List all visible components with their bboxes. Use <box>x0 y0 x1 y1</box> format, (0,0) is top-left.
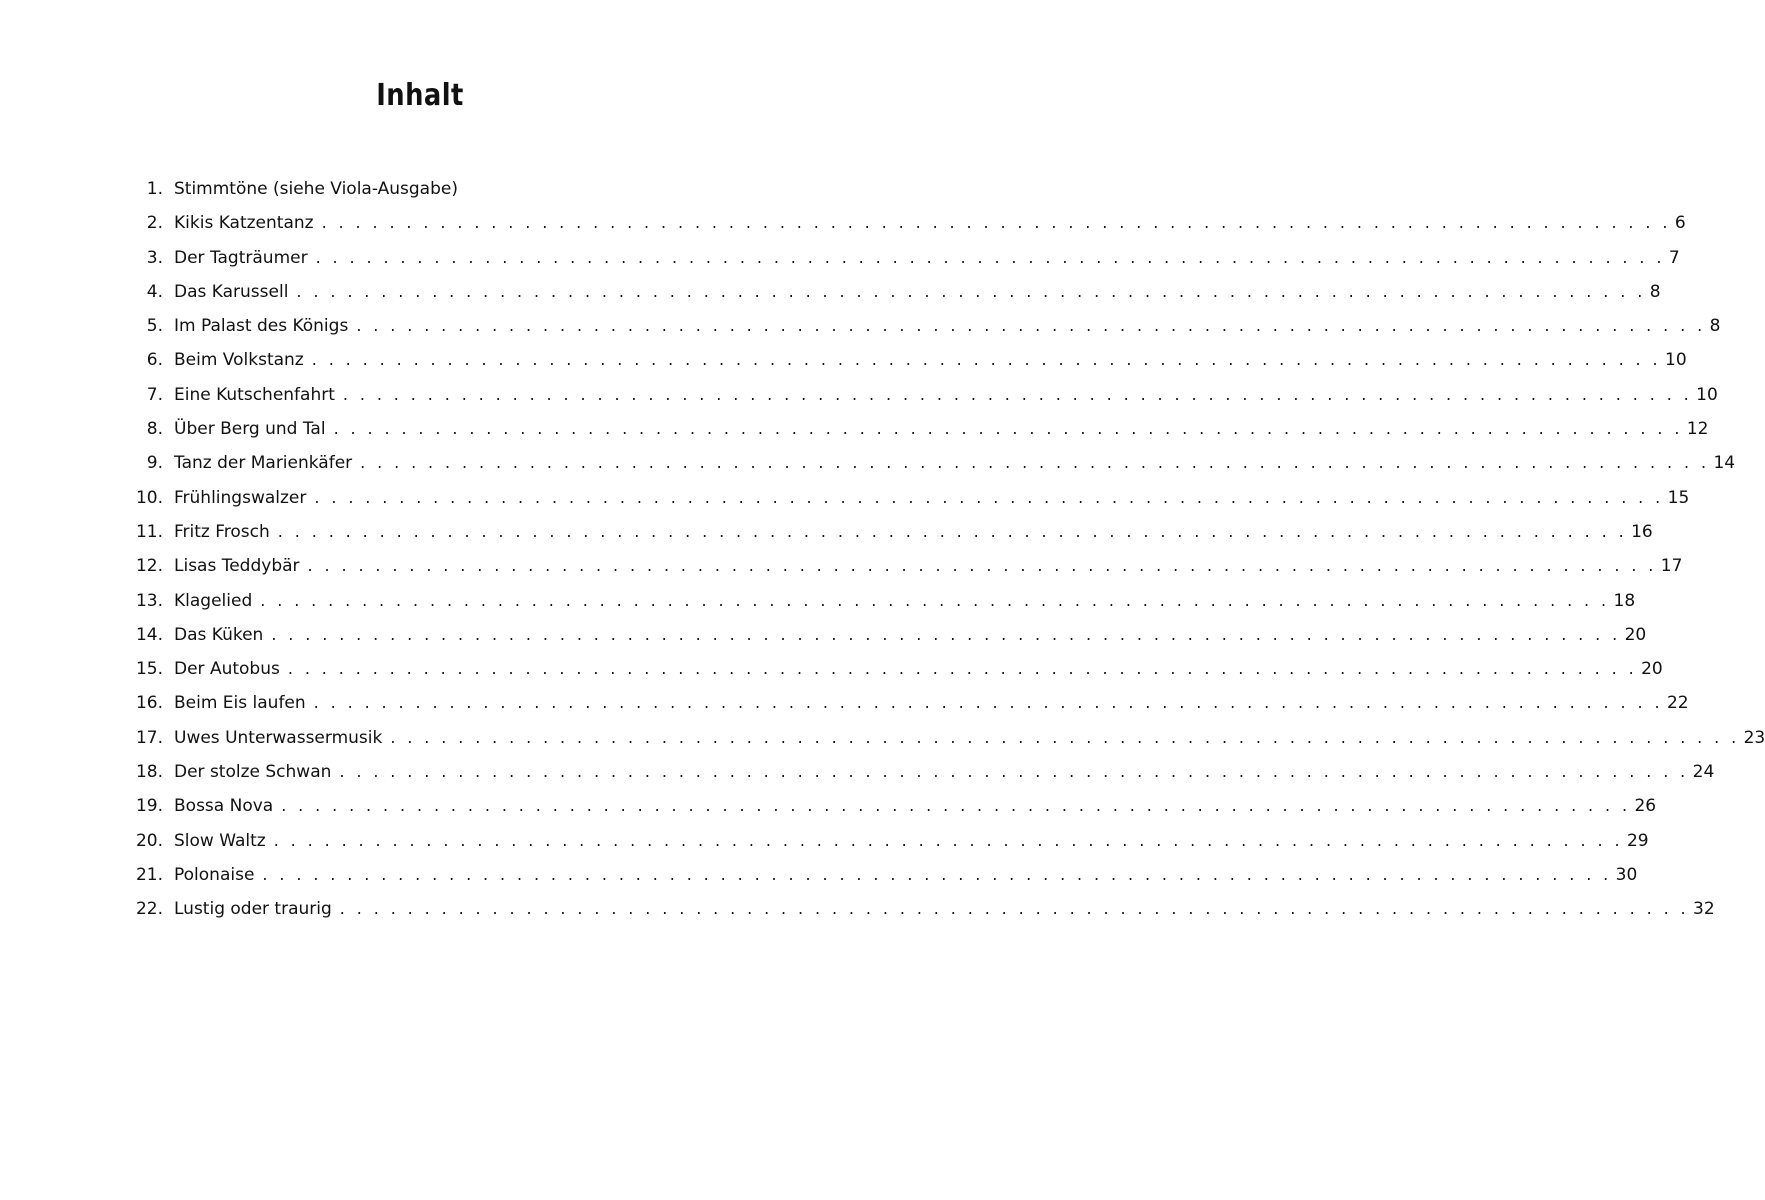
toc-dot-leader: . . . . . . . . . . . . . . . . . . . . . . . . . . . . . . . . . . . . . . . . . . . . . . . . . . . . . . . . . . . . . . . . . . . . . . . . . . . . . . . . <box>296 281 1646 301</box>
toc-entry-number: 18. <box>135 762 163 783</box>
toc-entry-page: 18 <box>1613 590 1636 611</box>
toc-entry-title: Uwes Unterwassermusik <box>174 727 383 748</box>
toc-dot-leader: . . . . . . . . . . . . . . . . . . . . . . . . . . . . . . . . . . . . . . . . . . . . . . . . . . . . . . . . . . . . . . . . . . . . . . . . . . . . . . . . <box>314 487 1664 507</box>
toc-entry-page: 6 <box>1674 213 1686 234</box>
toc-entry-page: 14 <box>1713 453 1736 474</box>
toc-entry-page: 26 <box>1634 796 1657 817</box>
toc-entry <box>110 652 1663 686</box>
table-of-contents <box>110 172 1765 927</box>
toc-entry <box>110 343 1687 377</box>
toc-entry <box>110 172 720 206</box>
toc-entry-number: 9. <box>146 453 163 474</box>
toc-entry-title: Der stolze Schwan <box>174 762 332 783</box>
toc-entry <box>110 309 1721 343</box>
toc-entry-page: 16 <box>1631 521 1653 542</box>
toc-entry <box>110 721 1765 755</box>
toc-entry-number: 6. <box>146 350 163 371</box>
toc-dot-leader: . . . . . . . . . . . . . . . . . . . . . . . . . . . . . . . . . . . . . . . . . . . . . . . . . . . . . . . . . . . . . . . . . . . . . . . . . . . . . . . . <box>262 864 1612 884</box>
toc-entry-number: 13. <box>135 590 163 611</box>
toc-dot-leader: . . . . . . . . . . . . . . . . . . . . . . . . . . . . . . . . . . . . . . . . . . . . . . . . . . . . . . . . . . . . . . . . . . . . . . . . . . . . . . . . <box>273 830 1623 850</box>
toc-entry-number: 20. <box>135 830 163 851</box>
toc-entry-number: 4. <box>146 281 163 302</box>
toc-dot-leader: . . . . . . . . . . . . . . . . . . . . . . . . . . . . . . . . . . . . . . . . . . . . . . . . . . . . . . . . . . . . . . . . . . . . . . . . . . . . . . . . <box>313 693 1663 713</box>
toc-entry-title: Das Karussell <box>174 281 289 302</box>
toc-entry-title: Der Autobus <box>174 659 280 680</box>
toc-entry-number: 1. <box>146 179 163 199</box>
toc-entry <box>110 446 1736 480</box>
toc-dot-leader: . . . . . . . . . . . . . . . . . . . . . . . . . . . . . . . . . . . . . . . . . . . . . . . . . . . . . . . . . . . . . . . . . . . . . . . . . . . . . . . . <box>360 453 1710 473</box>
toc-entry <box>110 892 1715 926</box>
toc-entry-number: 8. <box>146 419 163 440</box>
toc-entry-title: Kikis Katzentanz <box>174 213 314 234</box>
toc-entry-title: Stimmtöne (siehe Viola-Ausgabe) <box>174 179 458 199</box>
toc-entry-page: 8 <box>1649 281 1661 302</box>
toc-entry-number: 11. <box>135 521 163 542</box>
toc-entry <box>110 858 1638 892</box>
toc-entry <box>110 241 1680 275</box>
toc-entry-number: 10. <box>135 487 163 508</box>
toc-entry-page: 23 <box>1743 727 1765 748</box>
toc-dot-leader: . . . . . . . . . . . . . . . . . . . . . . . . . . . . . . . . . . . . . . . . . . . . . . . . . . . . . . . . . . . . . . . . . . . . . . . . . . . . . . . . <box>315 247 1665 267</box>
toc-entry-title: Lisas Teddybär <box>174 556 300 577</box>
toc-entry-page: 20 <box>1624 624 1647 645</box>
page-title: Inhalt <box>376 78 464 113</box>
toc-entry-title: Klagelied <box>174 590 253 611</box>
toc-entry-page: 17 <box>1660 556 1683 577</box>
toc-entry-title: Bossa Nova <box>174 796 274 817</box>
toc-entry-title: Im Palast des Königs <box>174 316 349 337</box>
toc-entry-title: Eine Kutschenfahrt <box>174 384 335 405</box>
toc-entry <box>110 789 1657 823</box>
toc-entry-number: 17. <box>135 727 163 748</box>
toc-entry <box>110 755 1715 789</box>
toc-entry-number: 19. <box>135 796 163 817</box>
toc-entry-title: Der Tagträumer <box>174 247 308 268</box>
toc-entry-page: 22 <box>1666 693 1689 714</box>
toc-dot-leader: . . . . . . . . . . . . . . . . . . . . . . . . . . . . . . . . . . . . . . . . . . . . . . . . . . . . . . . . . . . . . . . . . . . . . . . . . . . . . . . . <box>271 624 1621 644</box>
toc-dot-leader: . . . . . . . . . . . . . . . . . . . . . . . . . . . . . . . . . . . . . . . . . . . . . . . . . . . . . . . . . . . . . . . . . . . . . . . . . . . . . . . . <box>356 316 1706 336</box>
toc-entry <box>110 515 1653 549</box>
toc-entry-number: 7. <box>146 384 163 405</box>
toc-entry-title: Beim Eis laufen <box>174 693 306 714</box>
toc-entry-page: 12 <box>1686 419 1709 440</box>
toc-entry <box>110 481 1690 515</box>
toc-entry <box>110 686 1689 720</box>
toc-entry-page: 29 <box>1626 830 1649 851</box>
toc-entry <box>110 824 1649 858</box>
toc-entry-page: 32 <box>1693 899 1715 920</box>
toc-entry-number: 22. <box>135 899 163 920</box>
toc-entry-page: 10 <box>1665 350 1687 371</box>
toc-entry-title: Frühlingswalzer <box>174 487 307 508</box>
toc-entry-page: 30 <box>1615 864 1638 885</box>
toc-dot-leader: . . . . . . . . . . . . . . . . . . . . . . . . . . . . . . . . . . . . . . . . . . . . . . . . . . . . . . . . . . . . . . . . . . . . . . . . . . . . . . . . <box>311 350 1661 370</box>
toc-entry-title: Lustig oder traurig <box>174 899 332 920</box>
toc-dot-leader: . . . . . . . . . . . . . . . . . . . . . . . . . . . . . . . . . . . . . . . . . . . . . . . . . . . . . . . . . . . . . . . . . . . . . . . . . . . . . . . . <box>277 521 1628 541</box>
toc-entry <box>110 275 1661 309</box>
toc-entry-number: 16. <box>135 693 163 714</box>
toc-entry-page: 15 <box>1667 487 1690 508</box>
toc-entry <box>110 549 1683 583</box>
toc-entry-number: 15. <box>135 659 163 680</box>
toc-entry-page: 10 <box>1696 384 1718 405</box>
toc-dot-leader: . . . . . . . . . . . . . . . . . . . . . . . . . . . . . . . . . . . . . . . . . . . . . . . . . . . . . . . . . . . . . . . . . . . . . . . . . . . . . . . . <box>281 796 1631 816</box>
toc-dot-leader: . . . . . . . . . . . . . . . . . . . . . . . . . . . . . . . . . . . . . . . . . . . . . . . . . . . . . . . . . . . . . . . . . . . . . . . . . . . . . . . . <box>307 556 1657 576</box>
toc-dot-leader: . . . . . . . . . . . . . . . . . . . . . . . . . . . . . . . . . . . . . . . . . . . . . . . . . . . . . . . . . . . . . . . . . . . . . . . . . . . . . . . . <box>339 762 1689 782</box>
toc-entry-page: 8 <box>1709 316 1721 337</box>
toc-dot-leader: . . . . . . . . . . . . . . . . . . . . . . . . . . . . . . . . . . . . . . . . . . . . . . . . . . . . . . . . . . . . . . . . . . . . . . . . . . . . . . . . <box>287 659 1638 679</box>
toc-entry <box>110 378 1718 412</box>
toc-entry-page: 7 <box>1668 247 1680 268</box>
toc-dot-leader: . . . . . . . . . . . . . . . . . . . . . . . . . . . . . . . . . . . . . . . . . . . . . . . . . . . . . . . . . . . . . . . . . . . . . . . . . . . . . . . . <box>339 899 1690 919</box>
toc-entry-title: Fritz Frosch <box>174 521 270 542</box>
toc-dot-leader: . . . . . . . . . . . . . . . . . . . . . . . . . . . . . . . . . . . . . . . . . . . . . . . . . . . . . . . . . . . . . . . . . . . . . . . . . . . . . . . . <box>260 590 1610 610</box>
toc-dot-leader: . . . . . . . . . . . . . . . . . . . . . . . . . . . . . . . . . . . . . . . . . . . . . . . . . . . . . . . . . . . . . . . . . . . . . . . . . . . . . . . . <box>342 384 1693 404</box>
toc-dot-leader: . . . . . . . . . . . . . . . . . . . . . . . . . . . . . . . . . . . . . . . . . . . . . . . . . . . . . . . . . . . . . . . . . . . . . . . . . . . . . . . . <box>333 419 1683 439</box>
toc-entry <box>110 618 1647 652</box>
toc-entry-title: Beim Volkstanz <box>174 350 304 371</box>
toc-entry-page: 20 <box>1641 659 1663 680</box>
toc-entry-title: Tanz der Marienkäfer <box>174 453 353 474</box>
toc-entry <box>110 412 1709 446</box>
toc-entry-number: 3. <box>146 247 163 268</box>
toc-entry-title: Über Berg und Tal <box>174 419 326 440</box>
toc-entry-page: 24 <box>1692 762 1715 783</box>
toc-entry-number: 21. <box>135 864 163 885</box>
toc-entry-title: Das Küken <box>174 624 264 645</box>
toc-entry-title: Slow Waltz <box>174 830 266 851</box>
toc-dot-leader: . . . . . . . . . . . . . . . . . . . . . . . . . . . . . . . . . . . . . . . . . . . . . . . . . . . . . . . . . . . . . . . . . . . . . . . . . . . . . . . . <box>321 213 1671 233</box>
toc-entry <box>110 206 1686 240</box>
toc-entry-number: 14. <box>135 624 163 645</box>
toc-entry-number: 12. <box>135 556 163 577</box>
toc-dot-leader: . . . . . . . . . . . . . . . . . . . . . . . . . . . . . . . . . . . . . . . . . . . . . . . . . . . . . . . . . . . . . . . . . . . . . . . . . . . . . . . . <box>390 727 1740 747</box>
toc-entry-number: 5. <box>146 316 163 337</box>
toc-entry-title: Polonaise <box>174 864 255 885</box>
toc-entry <box>110 584 1636 618</box>
toc-entry-number: 2. <box>146 213 163 234</box>
